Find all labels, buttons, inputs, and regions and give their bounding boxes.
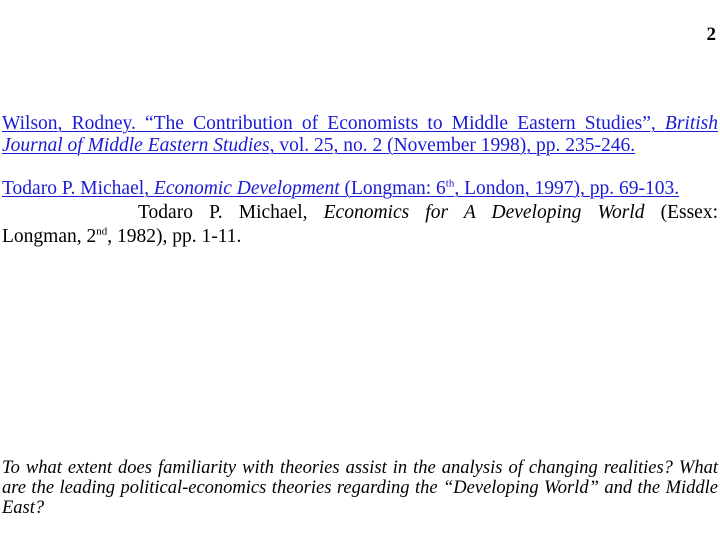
- todaro-dev-title: Economic Development: [153, 178, 340, 199]
- reference-todaro-economics: [2, 201, 718, 249]
- wilson-details: , vol. 25, no. 2 (November 1998), pp. 235-246.: [269, 135, 636, 156]
- todaro-econ-title: Economics for A Developing World: [323, 202, 645, 223]
- page-number: 2: [706, 24, 716, 45]
- todaro-econ-publisher: (Essex:: [644, 202, 718, 223]
- discussion-question: To what extent does familiarity with theories assist in the analysis of changing realities? What are the leading political-economics theories regarding the “Developing World” and the Middle East?: [2, 458, 718, 518]
- todaro-econ-edition-sup: nd: [96, 225, 108, 238]
- reference-wilson[interactable]: [2, 113, 718, 157]
- todaro-dev-publisher: (Longman: 6: [339, 178, 446, 199]
- todaro-dev-author: Todaro P. Michael,: [2, 178, 154, 199]
- todaro-econ-line-1: [2, 201, 718, 225]
- wilson-line-2: [2, 135, 718, 157]
- reference-todaro-development[interactable]: [2, 178, 679, 200]
- todaro-econ-line-2: [2, 226, 241, 247]
- todaro-econ-details: , 1982), pp. 1-11.: [107, 226, 242, 247]
- todaro-econ-author: Todaro P. Michael,: [138, 202, 324, 223]
- wilson-author-title: Wilson, Rodney. “The Contribution of Economists to Middle Eastern Studies”,: [2, 113, 665, 134]
- wilson-journal-end: Journal of Middle Eastern Studies: [2, 135, 270, 156]
- todaro-dev-details: , London, 1997), pp. 69-103.: [454, 178, 680, 199]
- todaro-dev-edition-sup: th: [445, 177, 455, 190]
- todaro-econ-publisher-2: Longman, 2: [2, 226, 97, 247]
- wilson-journal-start: British: [664, 113, 718, 134]
